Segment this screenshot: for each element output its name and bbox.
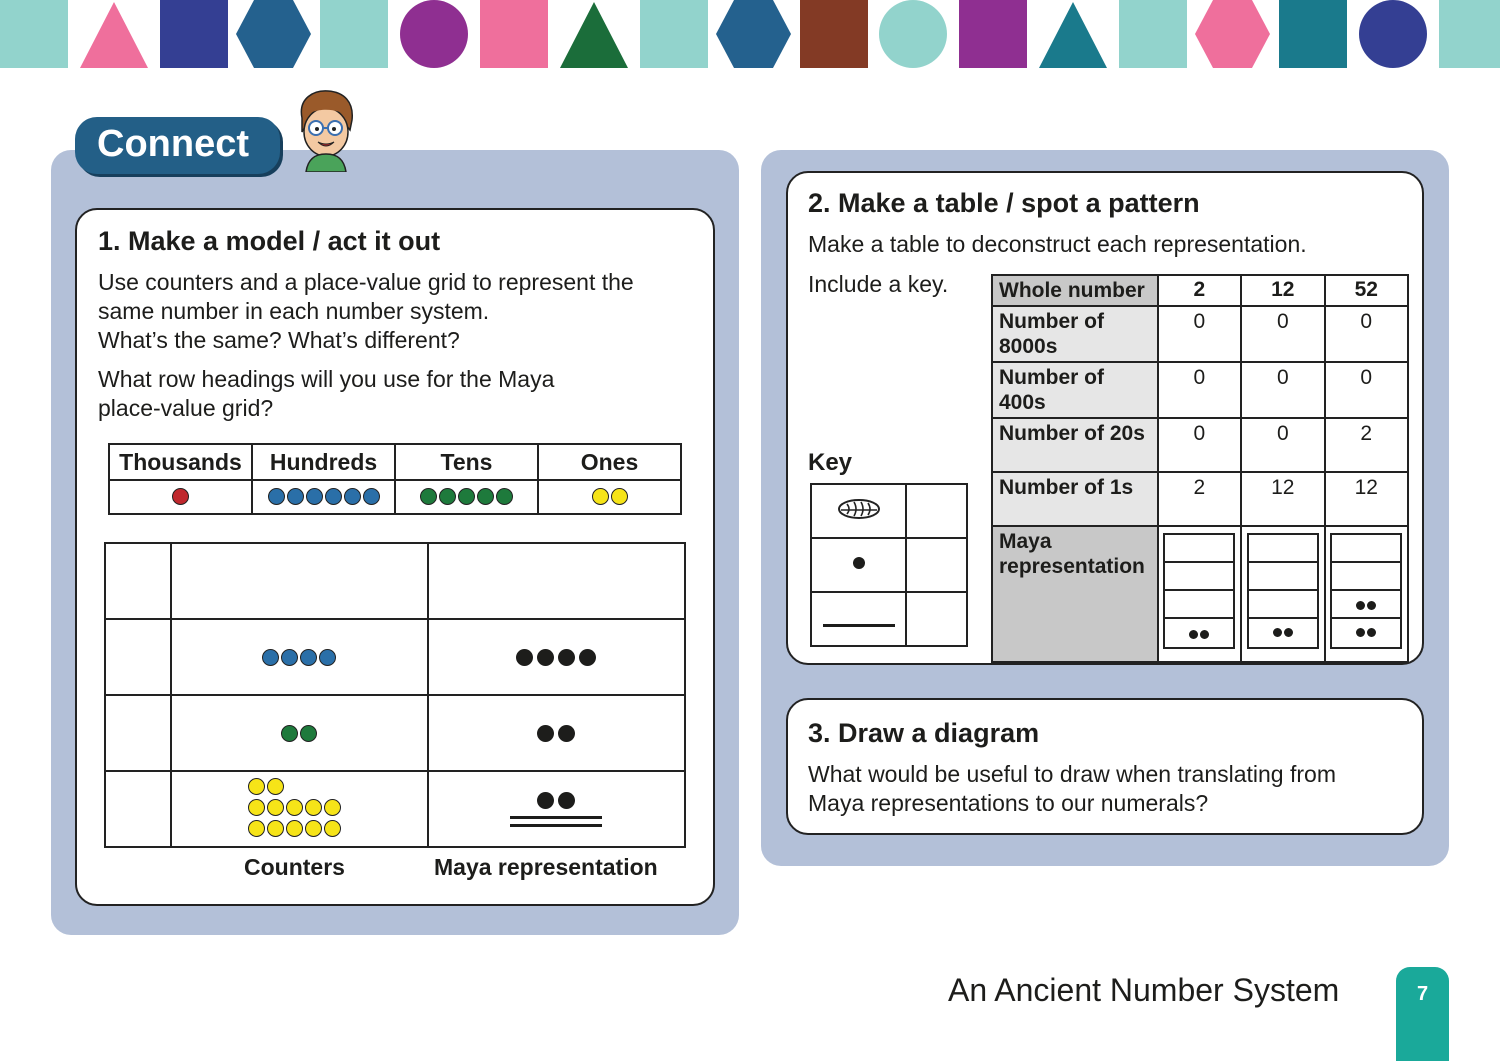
counter-yellow [324,799,341,816]
maya-counters-cell [171,619,428,695]
t2-row-label: Number of 20s [992,418,1158,472]
maya-row-heading [105,543,171,619]
counter-yellow [592,488,609,505]
key-meaning-cell [906,538,967,592]
pv-cell-hundreds [252,480,395,514]
key-symbol-cell [811,484,906,538]
t2-row-label: Number of 1s [992,472,1158,526]
counter-yellow [286,820,303,837]
maya-symbol-cell [428,619,685,695]
pv-header-ones: Ones [538,444,681,480]
maya-dot-icon [516,649,533,666]
counter-yellow [248,799,265,816]
maya-dot-icon [558,792,575,809]
maya-counters-cell [171,543,428,619]
maya-grid [104,542,686,848]
maya-row-heading [105,695,171,771]
t2-row-label-line1: Number of [999,366,1104,389]
maya-row-heading [105,619,171,695]
maya-counters-cell [171,771,428,847]
t2-value: 0 [1241,418,1324,472]
maya-dot-icon [1200,630,1209,639]
counter-green [420,488,437,505]
counter-yellow [267,799,284,816]
maya-dot-icon [558,725,575,742]
counter-yellow [305,820,322,837]
pv-header-hundreds: Hundreds [252,444,395,480]
maya-column-2 [1163,533,1235,649]
maya-dot-icon [1189,630,1198,639]
maya-dot-icon [537,792,554,809]
maya-symbol-cell [428,543,685,619]
maya-counters-cell [171,695,428,771]
section1-para1-line1: Use counters and a place-value grid to represent the [98,269,634,295]
dot-icon [853,557,865,569]
section2-title: 2. Make a table / spot a pattern [808,188,1200,218]
col-label-maya: Maya representation [434,854,658,880]
t2-row-label-line2: 400s [999,391,1046,414]
key-symbol-cell [811,538,906,592]
t2-value: 0 [1325,362,1408,418]
t2-value: 12 [1241,472,1324,526]
connect-heading: Connect [75,117,280,174]
t2-header-label: Whole number [992,275,1158,306]
deconstruct-table [991,274,1409,663]
counter-blue [262,649,279,666]
t2-maya-label [992,526,1158,662]
maya-row-heading [105,771,171,847]
maya-column-52 [1330,533,1402,649]
t2-maya-label-line2: representation [999,555,1145,578]
counter-blue [344,488,361,505]
pv-header-thousands: Thousands [109,444,252,480]
counter-green [300,725,317,742]
counter-yellow [611,488,628,505]
maya-column-12 [1247,533,1319,649]
counter-green [477,488,494,505]
key-symbol-cell [811,592,906,646]
t2-number: 2 [1158,275,1241,306]
maya-dot-icon [579,649,596,666]
t2-row-label [992,362,1158,418]
t2-maya-cell [1158,526,1241,662]
t2-value: 2 [1158,472,1241,526]
counter-yellow [286,799,303,816]
maya-dot-icon [1367,601,1376,610]
key-meaning-cell [906,592,967,646]
t2-number: 52 [1325,275,1408,306]
counter-yellow [267,778,284,795]
counter-blue [287,488,304,505]
t2-maya-cell [1325,526,1408,662]
counter-blue [319,649,336,666]
maya-dot-icon [1356,601,1365,610]
counter-green [439,488,456,505]
section2-line1: Make a table to deconstruct each representation. [808,231,1307,257]
t2-value: 0 [1158,418,1241,472]
t2-value: 12 [1325,472,1408,526]
t2-row-label-line1: Number of [999,310,1104,333]
shell-icon [837,498,881,520]
counter-blue [306,488,323,505]
counter-yellow [305,799,322,816]
maya-bar-icon [510,816,602,819]
counter-blue [363,488,380,505]
pv-header-tens: Tens [395,444,538,480]
section1-title: 1. Make a model / act it out [98,226,441,256]
t2-number: 12 [1241,275,1324,306]
t2-value: 2 [1325,418,1408,472]
section1-para1-line2: same number in each number system. [98,298,490,324]
section1-para2-line2: place-value grid? [98,395,274,421]
maya-dot-icon [1356,628,1365,637]
counter-blue [268,488,285,505]
page-number: 7 [1396,967,1449,1061]
footer-title: An Ancient Number System [948,972,1340,1008]
maya-dot-icon [537,649,554,666]
t2-value: 0 [1241,362,1324,418]
counter-yellow [248,820,265,837]
t2-value: 0 [1325,306,1408,362]
t2-row-label [992,306,1158,362]
maya-dot-icon [558,649,575,666]
counter-green [281,725,298,742]
col-label-counters: Counters [244,854,345,880]
counter-yellow [267,820,284,837]
maya-symbol-cell [428,771,685,847]
counter-yellow [324,820,341,837]
section3-line2: Maya representations to our numerals? [808,790,1209,816]
t2-value: 0 [1158,306,1241,362]
counter-green [458,488,475,505]
t2-maya-label-line1: Maya [999,530,1052,553]
counter-blue [300,649,317,666]
pv-cell-ones [538,480,681,514]
character-illustration [292,88,358,172]
section1-para2-line1: What row headings will you use for the Maya [98,366,555,392]
maya-dot-icon [537,725,554,742]
key-label: Key [808,449,853,476]
pv-cell-tens [395,480,538,514]
counter-green [496,488,513,505]
shape-banner [0,0,1500,68]
section3-line1: What would be useful to draw when translating from [808,761,1336,787]
section3-title: 3. Draw a diagram [808,718,1040,748]
key-table [810,483,968,647]
t2-row-label-line2: 8000s [999,335,1058,358]
t2-value: 0 [1158,362,1241,418]
counter-blue [281,649,298,666]
counter-red [172,488,189,505]
bar-icon [823,624,895,627]
counter-yellow [248,778,265,795]
maya-dot-icon [1367,628,1376,637]
section2-line2: Include a key. [808,271,949,297]
counter-blue [325,488,342,505]
maya-dot-icon [1284,628,1293,637]
section1-para1-line3: What’s the same? What’s different? [98,327,460,353]
maya-dot-icon [1273,628,1282,637]
t2-value: 0 [1241,306,1324,362]
place-value-grid [108,443,682,515]
key-meaning-cell [906,484,967,538]
maya-symbol-cell [428,695,685,771]
t2-maya-cell [1241,526,1324,662]
pv-cell-thousands [109,480,252,514]
maya-bar-icon [510,824,602,827]
